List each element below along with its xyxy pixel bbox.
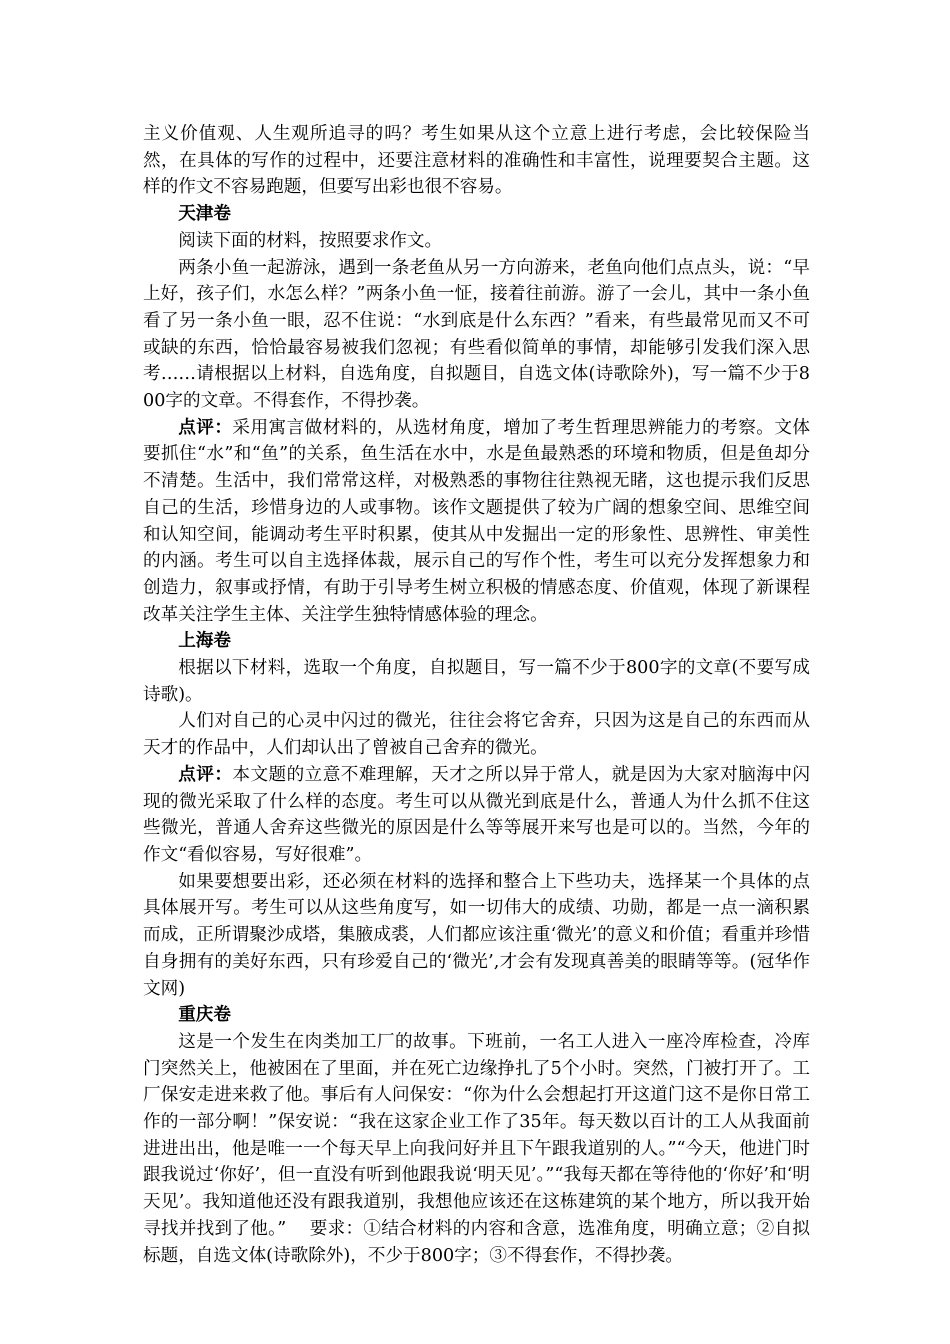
tianjin-comment <box>143 415 810 629</box>
comment-label: 点评： <box>178 416 233 438</box>
shanghai-extra-paragraph: 如果要想要出彩，还必须在材料的选择和整合上下些功夫，选择某一个具体的点具体展开写。考生可以从这些角度写，如一切伟大的成绩、功勋，都是一点一滴积累而成，正所谓聚沙成塔，集腋成裘，人们都应该注重‘微光’的意义和价值；看重并珍惜自身拥有的美好东西，只有珍爱自己的‘微光’,才会有发现真善美的眼睛等等。(冠华作文网) <box>143 871 810 999</box>
shanghai-instruction: 根据以下材料，选取一个角度，自拟题目，写一篇不少于800字的文章(不要写成诗歌)。 <box>143 658 810 705</box>
intro-paragraph: 主义价值观、人生观所追寻的吗？考生如果从这个立意上进行考虑，会比较保险当然，在具体的写作的过程中，还要注意材料的准确性和丰富性，说理要契合主题。这样的作文不容易跑题，但要写出彩也很不容易。 <box>143 124 810 198</box>
shanghai-comment-text: 本文题的立意不难理解，天才之所以异于常人，就是因为大家对脑海中闪现的微光采取了什么样的态度。考生可以从微光到底是什么，普通人为什么抓不住这些微光，普通人舍弃这些微光的原因是什么等等展开来写也是可以的。当然，今年的作文“看似容易，写好很难”。 <box>143 764 810 865</box>
section-heading-chongqing: 重庆卷 <box>178 1004 231 1026</box>
tianjin-instruction: 阅读下面的材料，按照要求作文。 <box>178 230 443 251</box>
comment-label: 点评： <box>178 763 233 785</box>
document-page <box>143 121 810 1269</box>
section-heading-shanghai: 上海卷 <box>178 630 231 652</box>
section-heading-tianjin: 天津卷 <box>178 203 231 225</box>
shanghai-material: 人们对自己的心灵中闪过的微光，往往会将它舍弃，只因为这是自己的东西而从天才的作品中，人们却认出了曾被自己舍弃的微光。 <box>143 711 810 759</box>
tianjin-comment-text: 采用寓言做材料的，从选材角度，增加了考生哲理思辨能力的考察。文体要抓住“水”和“鱼”的关系，鱼生活在水中，水是鱼最熟悉的环境和物质，但是鱼却分不清楚。生活中，我们常常这样，对极熟悉的事物往往熟视无睹，这也提示我们反思自己的生活，珍惜身边的人或事物。该作文题提供了较为广阔的想象空间、思维空间和认知空间，能调动考生平时积累，使其从中发掘出一定的形象性、思辨性、审美性的内涵。考生可以自主选择体裁，展示自己的写作个性，考生可以充分发挥想象力和创造力，叙事或抒情，有助于引导考生树立积极的情感态度、价值观，体现了新课程改革关注学生主体、关注学生独特情感体验的理念。 <box>143 417 810 625</box>
shanghai-comment <box>143 762 810 869</box>
tianjin-material: 两条小鱼一起游泳，遇到一条老鱼从另一方向游来，老鱼向他们点点头，说：“早上好，孩子们，水怎么样？”两条小鱼一怔，接着往前游。游了一会儿，其中一条小鱼看了另一条小鱼一眼，忍不住说：“水到底是什么东西？”看来，有些最常见而又不可或缺的东西，恰恰最容易被我们忽视；有些看似简单的事情，却能够引发我们深入思考……请根据以上材料，自选角度，自拟题目，自选文体(诗歌除外)，写一篇不少于800字的文章。不得套作，不得抄袭。 <box>143 257 810 412</box>
chongqing-material: 这是一个发生在肉类加工厂的故事。下班前，一名工人进入一座冷库检查，冷库门突然关上，他被困在了里面，并在死亡边缘挣扎了5个小时。突然，门被打开了。工厂保安走进来救了他。事后有人问保安：“你为什么会想起打开这道门这不是你日常工作的一部分啊！”保安说：“我在这家企业工作了35年。每天数以百计的工人从我面前进进出出，他是唯一一个每天早上向我问好并且下午跟我道别的人。”“今天，他进门时跟我说过‘你好’，但一直没有听到他跟我说‘明天见’。”“我每天都在等待他的‘你好’和‘明天见’。我知道他还没有跟我道别，我想他应该还在这栋建筑的某个地方，所以我开始寻找并找到了他。” 要求：①结合材料的内容和含意，选准角度，明确立意；②自拟标题，自选文体(诗歌除外)，不少于800字；③不得套作，不得抄袭。 <box>143 1031 810 1266</box>
